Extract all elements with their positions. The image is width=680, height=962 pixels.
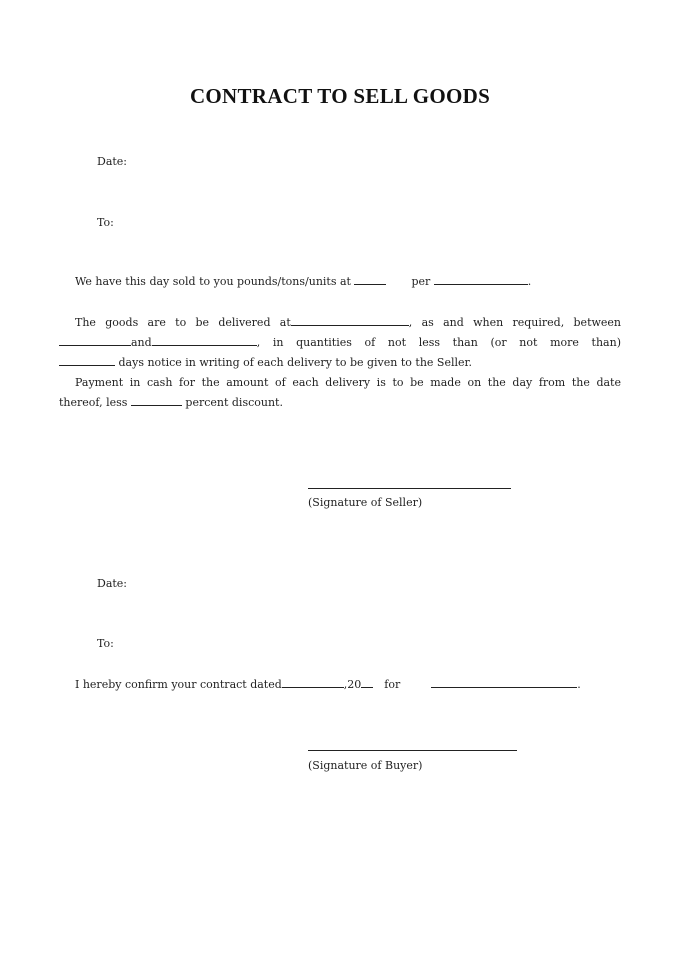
buyer-signature-line (308, 750, 517, 751)
payment-text-2: percent discount. (185, 396, 283, 409)
sold-end: . (527, 275, 532, 288)
price-blank (354, 274, 386, 285)
payment-line-1: Payment in cash for the amount of each delivery is to be made on the day from the date (75, 376, 621, 389)
confirm-line (75, 675, 581, 695)
to-label: To: (97, 216, 114, 229)
and-text: and (131, 336, 152, 349)
buyer-signature-label: (Signature of Buyer) (308, 759, 423, 772)
start-date-blank (59, 335, 131, 346)
seller-signature-label: (Signature of Seller) (308, 496, 423, 509)
year-text: ,20 (343, 678, 362, 691)
payment-text-1: thereof, less (59, 396, 128, 409)
sold-text: We have this day sold to you pounds/tons/units at (75, 275, 351, 288)
date-label: Date: (97, 155, 128, 168)
delivery-place-blank (291, 315, 409, 326)
contract-date-blank (282, 677, 344, 688)
year-blank (361, 677, 373, 688)
end-date-blank (152, 335, 257, 346)
buyer-to-label: To: (97, 637, 114, 650)
for-text: for (384, 678, 401, 691)
delivery-text-2: , as and when required, between (408, 316, 622, 329)
seller-signature-line (308, 488, 511, 489)
confirm-text: I hereby confirm your contract dated (75, 678, 282, 691)
document-title: CONTRACT TO SELL GOODS (189, 84, 491, 108)
delivery-line-1 (75, 313, 621, 333)
goods-blank (431, 677, 577, 688)
buyer-date-label: Date: (97, 577, 128, 590)
delivery-line-2 (59, 333, 621, 353)
sold-line (75, 272, 531, 292)
quantity-text: , in quantities of not less than (or not more than) (256, 336, 621, 349)
delivery-text-1: The goods are to be delivered at (75, 316, 291, 329)
payment-line-2 (59, 393, 283, 413)
notice-days-blank (59, 355, 115, 366)
per-text: per (411, 275, 431, 288)
discount-blank (131, 395, 182, 406)
delivery-line-3 (59, 353, 472, 373)
unit-blank (434, 274, 528, 285)
notice-text: days notice in writing of each delivery to be given to the Seller. (118, 356, 473, 369)
confirm-end: . (577, 678, 581, 691)
